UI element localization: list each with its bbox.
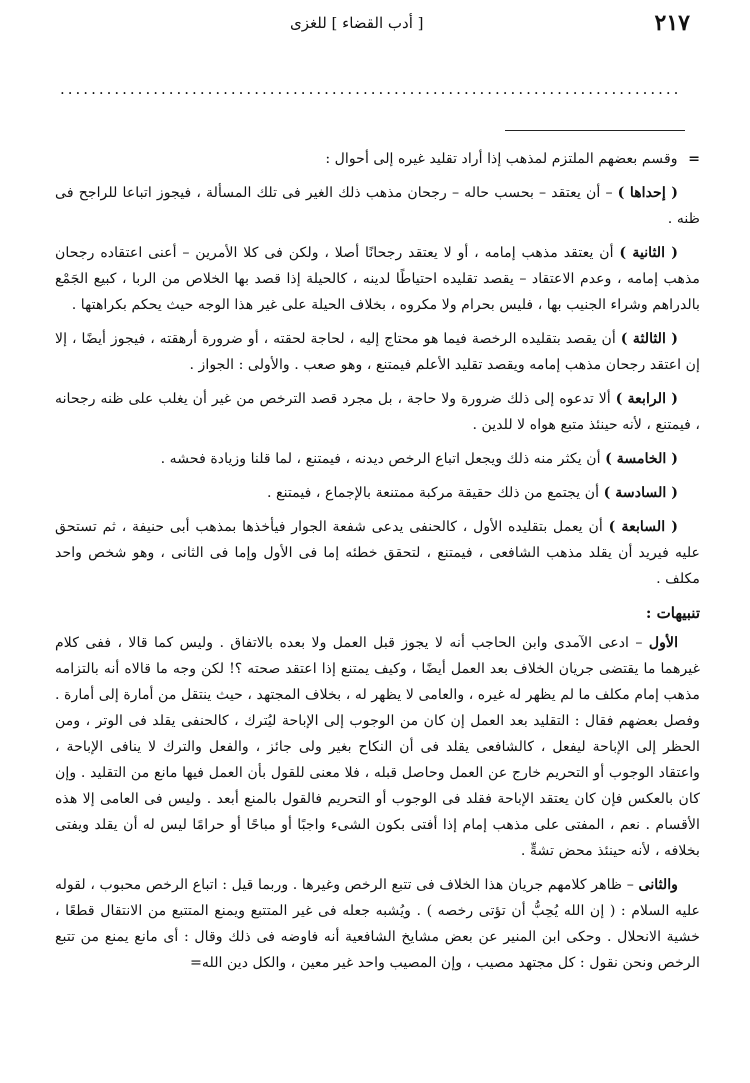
case-text: ألا تدعوه إلى ذلك ضرورة ولا حاجة ، بل مجرد قصد الترخص من غير أن يغلب على ظنه رجحانه ، فيمتنع ، لأنه حينئذ متبع هواه لا للدين . bbox=[55, 391, 700, 433]
case-label: ( السادسة ) bbox=[603, 485, 678, 501]
note-paragraph bbox=[55, 872, 700, 976]
intro-text: وقسم بعضهم الملتزم لمذهب إذا أراد تقليد غيره إلى أحوال : bbox=[325, 151, 678, 167]
case-paragraph bbox=[55, 240, 700, 318]
case-label: ( السابعة ) bbox=[608, 519, 679, 535]
note-paragraph bbox=[55, 630, 700, 864]
dotted-separator: ................................................................................ bbox=[60, 80, 682, 98]
case-paragraph bbox=[55, 386, 700, 438]
case-text: أن يعتقد مذهب إمامه ، أو لا يعتقد رجحانًا أصلا ، ولكن فى كلا الأمرين – أعنى اعتقاده رجحان مذهب إمامه ، وعدم الاعتقاد – يقصد تقليده احتياطًا لدينه ، كالحيلة إذا قصد بها الخلاص من الربا ، كبيع الجَمْع بالدراهم وشراء الجنيب بها ، فليس بحرام ولا مكروه ، بخلاف الحيلة على غير هذا الوجه حيث يحكم بكراهتها . bbox=[55, 245, 700, 313]
section-heading: تنبيهات : bbox=[645, 604, 700, 622]
case-label: ( الثانية ) bbox=[619, 245, 678, 261]
note-label: الأول bbox=[648, 635, 679, 651]
case-label: ( إحداها ) bbox=[617, 185, 678, 201]
note-text: – ادعى الآمدى وابن الحاجب أنه لا يجوز قبل العمل ولا بعده بالاتفاق . وليس كما قالا ، ففى كلام غيرهما ما يقتضى جريان الخلاف بعد العمل أيضًا ، وكيف يمتنع إذا اعتقد صحته ؟! لكن وجه ما قالاه أنه بالتزامه مذهب إمام مكلف ما لم يظهر له غيره ، والعامى لا يظهر له ، بخلاف المجتهد ، حيث ينتقل من أمارة إلى أمارة . وفصل بعضهم فقال : التقليد بعد العمل إن كان من الوجوب إلى الإباحة ليُترك ، كالحنفى يقلد فى الوتر ، ومن الحظر إلى الإباحة ليفعل ، كالشافعى يقلد فى أن النكاح بغير ولى جائز ، والفعل والترك لا ينافى الإباحة ، واعتقاد الوجوب أو التحريم خارج عن العمل وحاصل قبله ، فلا معنى للقول بأن العمل فيها مانع من التقليد . وإن كان بالعكس فإن كان يعتقد الإباحة فقلد فى الوجوب أو التحريم فالقول بالمنع أبعد . وليس فى العامى إلا هذه الأقسام . نعم ، المفتى على مذهب إمام إذا أفتى بكون الشىء واجبًا أو مباحًا أو حرامًا ليس له أن يقلد ويفتى بخلافه ، لأنه حينئذ محض تشهٍّ . bbox=[55, 635, 700, 859]
running-title: [ أدب القضاء ] للغزى bbox=[290, 14, 424, 32]
case-text: أن يعمل بتقليده الأول ، كالحنفى يدعى شفعة الجوار فيأخذها بمذهب أبى حنيفة ، ثم تستحق عليه فيريد أن يقلد مذهب الشافعى ، فيمتنع ، لتحقق خطئه إما فى الأول وإما فى الثانى ، وهو شخص واحد مكلف . bbox=[55, 519, 700, 587]
case-paragraph bbox=[55, 180, 700, 232]
case-text: أن يكثر منه ذلك ويجعل اتباع الرخص ديدنه ، فيمتنع ، لما قلنا وزيادة فحشه . bbox=[160, 451, 601, 467]
body-text bbox=[55, 146, 700, 984]
case-text: أن يقصد بتقليده الرخصة فيما هو محتاج إليه ، لحاجة لحقته ، أو ضرورة أرهقته ، فيجوز أيضًا ، إلا إن اعتقد رجحان مذهب إمامه ويقصد تقليد الأعلم فيمتنع ، وهو صعب . والأولى : الجواز . bbox=[55, 331, 700, 373]
footnote-rule bbox=[505, 130, 685, 131]
note-label: والثانى bbox=[638, 877, 678, 893]
case-label: ( الخامسة ) bbox=[605, 451, 678, 467]
note-text: – ظاهر كلامهم جريان هذا الخلاف فى تتبع الرخص وغيرها . وربما قيل : اتباع الرخص محبوب ، لقوله عليه السلام : ( إن الله يُحِبُّ أن تؤتى رخصه ) . ويُشبه جعله فى غير المتتبع ويمنع المتتبع من الانتقال قطعًا ، خشية الانحلال . وحكى ابن المنير عن بعض مشايخ الشافعية أنه فاوضه فى ذلك وقال : أى مانع يمنع من تتبع الرخص ونحن نقول : كل مجتهد مصيب ، وإن المصيب واحد غير معين ، والكل دين الله= bbox=[55, 877, 700, 971]
case-label: ( الثالثة ) bbox=[620, 331, 678, 347]
case-paragraph bbox=[55, 326, 700, 378]
case-text: أن يجتمع من ذلك حقيقة مركبة ممتنعة بالإجماع ، فيمتنع . bbox=[267, 485, 600, 501]
case-text: – أن يعتقد – بحسب حاله – رجحان مذهب ذلك الغير فى تلك المسألة ، فيجوز اتباعا للراجح فى ظنه . bbox=[55, 185, 700, 227]
page-header bbox=[60, 8, 690, 38]
case-paragraph bbox=[55, 514, 700, 592]
case-paragraph bbox=[55, 446, 700, 472]
continuation-marker: = bbox=[688, 151, 700, 167]
case-paragraph bbox=[55, 480, 700, 506]
intro-paragraph bbox=[55, 146, 700, 172]
page-number: ٢١٧ bbox=[654, 10, 690, 36]
case-label: ( الرابعة ) bbox=[615, 391, 678, 407]
